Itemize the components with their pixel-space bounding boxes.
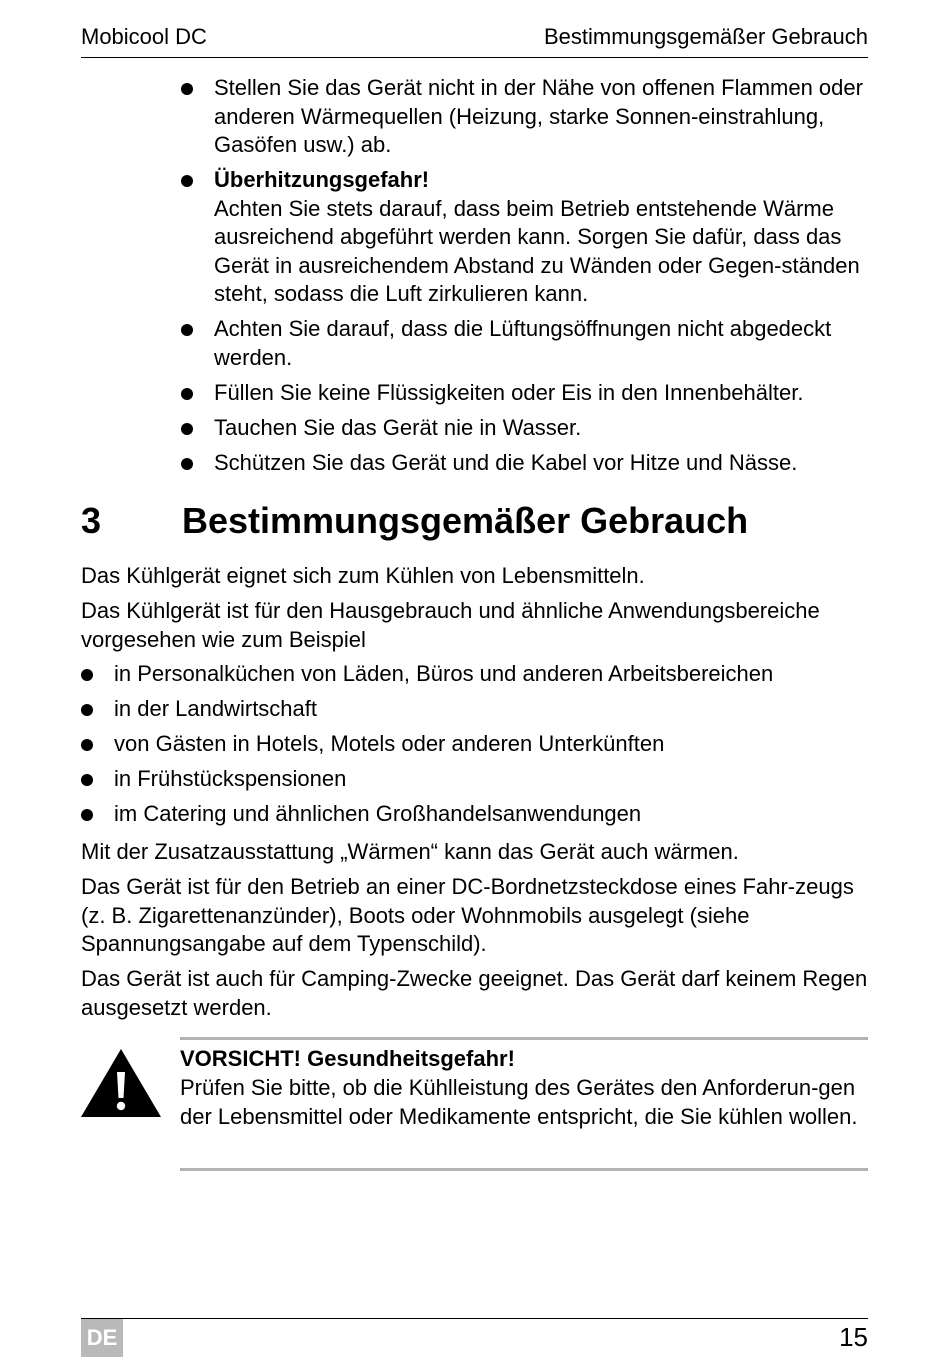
bullet-icon bbox=[81, 704, 93, 716]
header-chapter-title: Bestimmungsgemäßer Gebrauch bbox=[543, 24, 868, 49]
list-item-text: Füllen Sie keine Flüssigkeiten oder Eis in den Innenbehälter. bbox=[214, 379, 804, 405]
list-item bbox=[214, 166, 874, 309]
bullet-icon bbox=[181, 324, 193, 336]
warning-title: VORSICHT! Gesundheitsgefahr! bbox=[180, 1046, 515, 1071]
list-item-bold: Überhitzungsgefahr! bbox=[214, 167, 430, 192]
list-item-text: Stellen Sie das Gerät nicht in der Nähe von offenen Flammen oder anderen Wärmequellen (Heizung, starke Sonnen-einstrahlung, Gasöfen usw.) ab. bbox=[214, 75, 863, 157]
bullet-icon bbox=[181, 388, 193, 400]
paragraph: Das Gerät ist auch für Camping-Zwecke geeignet. Das Gerät darf keinem Regen ausgesetzt werden. bbox=[81, 966, 868, 1020]
page-number: 15 bbox=[839, 1322, 868, 1352]
list-item-text: in Personalküchen von Läden, Büros und anderen Arbeitsbereichen bbox=[114, 661, 774, 686]
paragraph: Das Kühlgerät ist für den Hausgebrauch und ähnliche Anwendungsbereiche vorgesehen wie zum Beispiel bbox=[81, 598, 820, 652]
paragraph: Das Gerät ist für den Betrieb an einer DC-Bordnetzsteckdose eines Fahr-zeugs (z. B. Zigarettenanzünder), Boots oder Wohnmobils ausgelegt (siehe Spannungsangabe auf dem Typenschild). bbox=[81, 874, 854, 956]
bullet-icon bbox=[81, 669, 93, 681]
language-badge: DE bbox=[81, 1319, 123, 1357]
bullet-icon bbox=[81, 739, 93, 751]
list-item bbox=[214, 74, 874, 160]
list-item bbox=[214, 315, 874, 372]
list-item-text: von Gästen in Hotels, Motels oder anderen Unterkünften bbox=[114, 731, 665, 756]
warning-box bbox=[180, 1037, 868, 1171]
bullet-icon bbox=[81, 774, 93, 786]
list-item-text: Achten Sie stets darauf, dass beim Betrieb entstehende Wärme ausreichend abgeführt werden kann. Sorgen Sie dafür, dass das Gerät in ausreichendem Abstand zu Wänden oder Gegen-ständen steht, sodass die Luft zirkulieren kann. bbox=[214, 195, 860, 306]
list-item-text: Schützen Sie das Gerät und die Kabel vor Hitze und Nässe. bbox=[214, 449, 798, 475]
safety-list bbox=[214, 74, 874, 484]
bullet-icon bbox=[181, 458, 193, 470]
usage-list bbox=[114, 660, 874, 835]
list-item bbox=[214, 379, 874, 408]
bullet-icon bbox=[181, 83, 193, 95]
paragraph: Das Kühlgerät eignet sich zum Kühlen von Lebensmitteln. bbox=[81, 563, 645, 588]
warning-text: Prüfen Sie bitte, ob die Kühlleistung des Gerätes den Anforderun-gen der Lebensmittel oder Medikamente entspricht, die Sie kühlen wollen. bbox=[180, 1075, 858, 1129]
list-item bbox=[214, 414, 874, 443]
list-item-text: Tauchen Sie das Gerät nie in Wasser. bbox=[214, 414, 582, 440]
header-product-name: Mobicool DC bbox=[81, 24, 207, 49]
section-title: Bestimmungsgemäßer Gebrauch bbox=[182, 500, 749, 541]
warning-triangle-icon bbox=[80, 1048, 162, 1118]
list-item-text: in der Landwirtschaft bbox=[114, 696, 317, 721]
bullet-icon bbox=[81, 809, 93, 821]
section-number: 3 bbox=[81, 500, 102, 541]
list-item-text: in Frühstückspensionen bbox=[114, 766, 347, 791]
bullet-icon bbox=[181, 423, 193, 435]
paragraph: Mit der Zusatzausstattung „Wärmen“ kann das Gerät auch wärmen. bbox=[81, 839, 739, 864]
list-item bbox=[114, 730, 874, 759]
footer-divider bbox=[81, 1318, 868, 1319]
list-item bbox=[114, 800, 874, 829]
list-item bbox=[214, 449, 874, 478]
list-item-text: Achten Sie darauf, dass die Lüftungsöffnungen nicht abgedeckt werden. bbox=[214, 316, 832, 370]
list-item bbox=[114, 660, 874, 689]
list-item-text: im Catering und ähnlichen Großhandelsanwendungen bbox=[114, 801, 642, 826]
bullet-icon bbox=[181, 175, 193, 187]
list-item bbox=[114, 695, 874, 724]
page-header bbox=[81, 24, 868, 58]
list-item bbox=[114, 765, 874, 794]
